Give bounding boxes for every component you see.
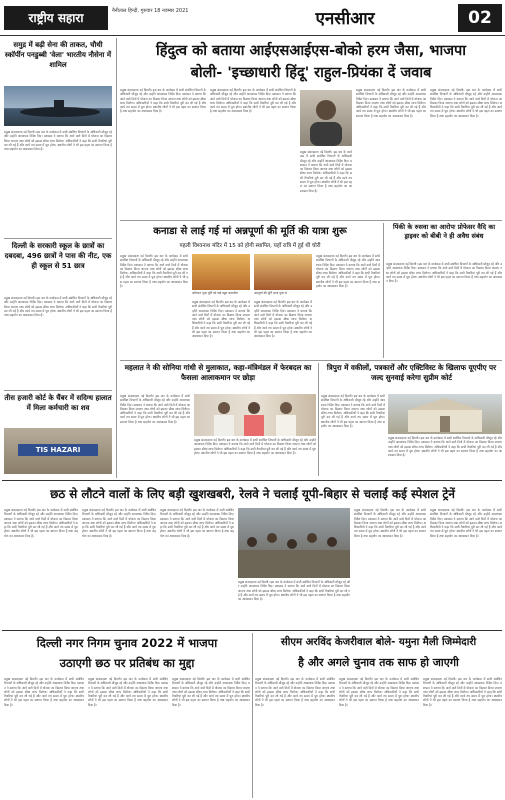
lead-body-col5: प्रमुख संवाददाता नई दिल्ली। इस बार के कार्यक्रम में सभी संबंधित विभागों के अधिकारी मौजूद रहे और उन्होंने आवश्यक निर्देश दिए। प्रशासन ने बताया कि आने वाले दिनों में योजना का विस्तार किया जाएगा तथा लोगों को इसका सीधा लाभ मिलेगा। अधिकारियों ने कहा कि सभी तैयारियां पूरी कर ली गई हैं और कार्य तय समय में पूरा होगा। स्थानीय लोगों ने भी इस पहल का स्वागत किया है तथा सहयोग का आश्वासन दिया है। xyxy=(430,88,502,118)
column-rule xyxy=(383,223,384,358)
lead-body-col4: प्रमुख संवाददाता नई दिल्ली। इस बार के कार्यक्रम में सभी संबंधित विभागों के अधिकारी मौजूद रहे और उन्होंने आवश्यक निर्देश दिए। प्रशासन ने बताया कि आने वाले दिनों में योजना का विस्तार किया जाएगा तथा लोगों को इसका सीधा लाभ मिलेगा। अधिकारियों ने कहा कि सभी तैयारियां पूरी कर ली गई हैं और कार्य तय समय में पूरा होगा। स्थानीय लोगों ने भी इस पहल का स्वागत किया है तथा सहयोग का आश्वासन दिया है। xyxy=(356,88,426,118)
kanada-body-right: प्रमुख संवाददाता नई दिल्ली। इस बार के कार्यक्रम में सभी संबंधित विभागों के अधिकारी मौजूद रहे और उन्होंने आवश्यक निर्देश दिए। प्रशासन ने बताया कि आने वाले दिनों में योजना का विस्तार किया जाएगा तथा लोगों को इसका सीधा लाभ मिलेगा। अधिकारियों ने कहा कि सभी तैयारियां पूरी कर ली गई हैं और कार्य तय समय में पूरा होगा। स्थानीय लोगों ने भी इस पहल का स्वागत किया है तथा सहयोग का आश्वासन दिया है। xyxy=(316,254,380,289)
submarine-photo xyxy=(4,86,112,126)
divider xyxy=(4,238,112,239)
kejriwal-body-3: प्रमुख संवाददाता नई दिल्ली। इस बार के कार्यक्रम में सभी संबंधित विभागों के अधिकारी मौजूद रहे और उन्होंने आवश्यक निर्देश दिए। प्रशासन ने बताया कि आने वाले दिनों में योजना का विस्तार किया जाएगा तथा लोगों को इसका सीधा लाभ मिलेगा। अधिकारियों ने कहा कि सभी तैयारियां पूरी कर ली गई हैं और कार्य तय समय में पूरा होगा। स्थानीय लोगों ने भी इस पहल का स्वागत किया है तथा सहयोग का आश्वासन दिया है। xyxy=(423,677,502,707)
pinky-headline: पिंकी के रुसवा का आरोपः प्रोफेसर वैदि का ड्राइवर को बीबी ने ही अवैध संबंध xyxy=(393,223,495,240)
left-column xyxy=(2,38,114,478)
court-building xyxy=(388,394,502,434)
idol-caption-1: अविनाश पूजा मूर्ति को बाढ़े बहुत सम्मानित xyxy=(192,291,238,295)
masthead-logo: राष्ट्रीय सहारा xyxy=(4,6,108,30)
page-number: 02 xyxy=(458,4,502,32)
idol-caption-2: अन्नपूर्णा की मूर्ति आज पूजा से xyxy=(254,291,287,295)
story-vela-headline: समुद्र में बढ़ी सेना की ताकत, चौथी स्कॉर्पीन पनडुब्बी 'वेला' भारतीय नौसेना में शामिल xyxy=(4,41,112,69)
rail-body-2: प्रमुख संवाददाता नई दिल्ली। इस बार के कार्यक्रम में सभी संबंधित विभागों के अधिकारी मौजूद रहे और उन्होंने आवश्यक निर्देश दिए। प्रशासन ने बताया कि आने वाले दिनों में योजना का विस्तार किया जाएगा तथा लोगों को इसका सीधा लाभ मिलेगा। अधिकारियों ने कहा कि सभी तैयारियां पूरी कर ली गई हैं और कार्य तय समय में पूरा होगा। स्थानीय लोगों ने भी इस पहल का स्वागत किया है तथा सहयोग का आश्वासन दिया है। xyxy=(82,508,156,538)
kanada-body-mid: प्रमुख संवाददाता नई दिल्ली। इस बार के कार्यक्रम में सभी संबंधित विभागों के अधिकारी मौजूद रहे और उन्होंने आवश्यक निर्देश दिए। प्रशासन ने बताया कि आने वाले दिनों में योजना का विस्तार किया जाएगा तथा लोगों को इसका सीधा लाभ मिलेगा। अधिकारियों ने कहा कि सभी तैयारियां पूरी कर ली गई हैं और कार्य तय समय में पूरा होगा। स्थानीय लोगों ने भी इस पहल का स्वागत किया है तथा सहयोग का आश्वासन दिया है। xyxy=(192,300,250,339)
idol-photo-1 xyxy=(192,254,250,290)
masthead xyxy=(0,0,505,36)
kejriwal-headline-line2: है और अगले चुनाव तक साफ हो जाएगी xyxy=(298,656,459,669)
section-name: एनसीआर xyxy=(315,9,375,29)
rail-body-6: प्रमुख संवाददाता नई दिल्ली। इस बार के कार्यक्रम में सभी संबंधित विभागों के अधिकारी मौजूद रहे और उन्होंने आवश्यक निर्देश दिए। प्रशासन ने बताया कि आने वाले दिनों में योजना का विस्तार किया जाएगा तथा लोगों को इसका सीधा लाभ मिलेगा। अधिकारियों ने कहा कि सभी तैयारियां पूरी कर ली गई हैं और कार्य तय समय में पूरा होगा। स्थानीय लोगों ने भी इस पहल का स्वागत किया है तथा सहयोग का आश्वासन दिया है। xyxy=(430,508,502,538)
crowd-figures xyxy=(238,508,350,578)
story-neet-body: प्रमुख संवाददाता नई दिल्ली। इस बार के कार्यक्रम में सभी संबंधित विभागों के अधिकारी मौजूद रहे और उन्होंने आवश्यक निर्देश दिए। प्रशासन ने बताया कि आने वाले दिनों में योजना का विस्तार किया जाएगा तथा लोगों को इसका सीधा लाभ मिलेगा। अधिकारियों ने कहा कि सभी तैयारियां पूरी कर ली गई हैं और कार्य तय समय में पूरा होगा। स्थानीय लोगों ने भी इस पहल का स्वागत किया है तथा सहयोग का आश्वासन दिया है। xyxy=(4,296,112,318)
court-photo xyxy=(4,428,112,474)
lead-body-col2: प्रमुख संवाददाता नई दिल्ली। इस बार के कार्यक्रम में सभी संबंधित विभागों के अधिकारी मौजूद रहे और उन्होंने आवश्यक निर्देश दिए। प्रशासन ने बताया कि आने वाले दिनों में योजना का विस्तार किया जाएगा तथा लोगों को इसका सीधा लाभ मिलेगा। अधिकारियों ने कहा कि सभी तैयारियां पूरी कर ली गई हैं और कार्य तय समय में पूरा होगा। स्थानीय लोगों ने भी इस पहल का स्वागत किया है तथा सहयोग का आश्वासन दिया है। xyxy=(210,88,296,114)
kanada-subheadline: पहली विश्वनाथ मंदिर में 15 को होगी स्थापित, यहाँ रात्रि में हुई थी चोरी xyxy=(179,243,321,249)
sonia-body-left: प्रमुख संवाददाता नई दिल्ली। इस बार के कार्यक्रम में सभी संबंधित विभागों के अधिकारी मौजूद रहे और उन्होंने आवश्यक निर्देश दिए। प्रशासन ने बताया कि आने वाले दिनों में योजना का विस्तार किया जाएगा तथा लोगों को इसका सीधा लाभ मिलेगा। अधिकारियों ने कहा कि सभी तैयारियां पूरी कर ली गई हैं और कार्य तय समय में पूरा होगा। स्थानीय लोगों ने भी इस पहल का स्वागत किया है तथा सहयोग का आश्वासन दिया है। xyxy=(120,394,190,424)
idol-photo-2 xyxy=(254,254,312,290)
rail-body-1: प्रमुख संवाददाता नई दिल्ली। इस बार के कार्यक्रम में सभी संबंधित विभागों के अधिकारी मौजूद रहे और उन्होंने आवश्यक निर्देश दिए। प्रशासन ने बताया कि आने वाले दिनों में योजना का विस्तार किया जाएगा तथा लोगों को इसका सीधा लाभ मिलेगा। अधिकारियों ने कहा कि सभी तैयारियां पूरी कर ली गई हैं और कार्य तय समय में पूरा होगा। स्थानीय लोगों ने भी इस पहल का स्वागत किया है तथा सहयोग का आश्वासन दिया है। xyxy=(4,508,78,538)
column-rule xyxy=(116,38,117,478)
lead-photo-politician xyxy=(300,90,352,146)
tripura-body-right: प्रमुख संवाददाता नई दिल्ली। इस बार के कार्यक्रम में सभी संबंधित विभागों के अधिकारी मौजूद रहे और उन्होंने आवश्यक निर्देश दिए। प्रशासन ने बताया कि आने वाले दिनों में योजना का विस्तार किया जाएगा तथा लोगों को इसका सीधा लाभ मिलेगा। अधिकारियों ने कहा कि सभी तैयारियां पूरी कर ली गई हैं और कार्य तय समय में पूरा होगा। स्थानीय लोगों ने भी इस पहल का स्वागत किया है तथा सहयोग का आश्वासन दिया है। xyxy=(388,436,502,458)
lead-headline-line2: बोली- 'इच्छाधारी हिंदू' राहुल-प्रियंका दें जवाब xyxy=(190,65,432,81)
divider xyxy=(2,480,502,481)
meeting-figures xyxy=(194,394,316,436)
sonia-headline: महलात ने की सोनिया गांधी से मुलाकात, कहा-मंत्रिमंडल में फेरबदल का फैसला आलाकमान पर छोड़ा xyxy=(124,363,312,382)
supreme-court-photo xyxy=(388,394,502,434)
lead-headline-line1: हिंदुत्व को बताया आईएसआईएस-बोको हरम जैसा, भाजपा xyxy=(156,43,466,59)
tripura-headline: त्रिपुरा में वकीलों, पत्रकारों और एक्टिविस्ट के खिलाफ यूएपीए पर जल्द सुनवाई करेगा सुप्रीम कोर्ट xyxy=(326,363,497,382)
kejriwal-headline-line1: सीएम अरविंद केजरीवाल बोले- यमुना मैली जिम्मेदारी xyxy=(280,637,477,648)
sonia-photo xyxy=(194,394,316,436)
divider xyxy=(120,220,502,221)
masthead-rule xyxy=(0,35,505,36)
lead-body-col3: प्रमुख संवाददाता नई दिल्ली। इस बार के कार्यक्रम में सभी संबंधित विभागों के अधिकारी मौजूद रहे और उन्होंने आवश्यक निर्देश दिए। प्रशासन ने बताया कि आने वाले दिनों में योजना का विस्तार किया जाएगा तथा लोगों को इसका सीधा लाभ मिलेगा। अधिकारियों ने कहा कि सभी तैयारियां पूरी कर ली गई हैं और कार्य तय समय में पूरा होगा। स्थानीय लोगों ने भी इस पहल का स्वागत किया है तथा सहयोग का आश्वासन दिया है। xyxy=(300,150,352,193)
person-silhouette xyxy=(300,90,352,146)
mcd-body-2: प्रमुख संवाददाता नई दिल्ली। इस बार के कार्यक्रम में सभी संबंधित विभागों के अधिकारी मौजूद रहे और उन्होंने आवश्यक निर्देश दिए। प्रशासन ने बताया कि आने वाले दिनों में योजना का विस्तार किया जाएगा तथा लोगों को इसका सीधा लाभ मिलेगा। अधिकारियों ने कहा कि सभी तैयारियां पूरी कर ली गई हैं और कार्य तय समय में पूरा होगा। स्थानीय लोगों ने भी इस पहल का स्वागत किया है तथा सहयोग का आश्वासन दिया है। xyxy=(88,677,168,707)
story-vela-body: प्रमुख संवाददाता नई दिल्ली। इस बार के कार्यक्रम में सभी संबंधित विभागों के अधिकारी मौजूद रहे और उन्होंने आवश्यक निर्देश दिए। प्रशासन ने बताया कि आने वाले दिनों में योजना का विस्तार किया जाएगा तथा लोगों को इसका सीधा लाभ मिलेगा। अधिकारियों ने कहा कि सभी तैयारियां पूरी कर ली गई हैं और कार्य तय समय में पूरा होगा। स्थानीय लोगों ने भी इस पहल का स्वागत किया है तथा सहयोग का आश्वासन दिया है। xyxy=(4,130,112,152)
pinky-body: प्रमुख संवाददाता नई दिल्ली। इस बार के कार्यक्रम में सभी संबंधित विभागों के अधिकारी मौजूद रहे और उन्होंने आवश्यक निर्देश दिए। प्रशासन ने बताया कि आने वाले दिनों में योजना का विस्तार किया जाएगा तथा लोगों को इसका सीधा लाभ मिलेगा। अधिकारियों ने कहा कि सभी तैयारियां पूरी कर ली गई हैं और कार्य तय समय में पूरा होगा। स्थानीय लोगों ने भी इस पहल का स्वागत किया है तथा सहयोग का आश्वासन दिया है। xyxy=(386,262,502,284)
kejriwal-body-2: प्रमुख संवाददाता नई दिल्ली। इस बार के कार्यक्रम में सभी संबंधित विभागों के अधिकारी मौजूद रहे और उन्होंने आवश्यक निर्देश दिए। प्रशासन ने बताया कि आने वाले दिनों में योजना का विस्तार किया जाएगा तथा लोगों को इसका सीधा लाभ मिलेगा। अधिकारियों ने कहा कि सभी तैयारियां पूरी कर ली गई हैं और कार्य तय समय में पूरा होगा। स्थानीय लोगों ने भी इस पहल का स्वागत किया है तथा सहयोग का आश्वासन दिया है। xyxy=(339,677,419,707)
divider xyxy=(4,390,112,391)
kejriwal-body-1: प्रमुख संवाददाता नई दिल्ली। इस बार के कार्यक्रम में सभी संबंधित विभागों के अधिकारी मौजूद रहे और उन्होंने आवश्यक निर्देश दिए। प्रशासन ने बताया कि आने वाले दिनों में योजना का विस्तार किया जाएगा तथा लोगों को इसका सीधा लाभ मिलेगा। अधिकारियों ने कहा कि सभी तैयारियां पूरी कर ली गई हैं और कार्य तय समय में पूरा होगा। स्थानीय लोगों ने भी इस पहल का स्वागत किया है तथा सहयोग का आश्वासन दिया है। xyxy=(255,677,335,707)
kanada-body-mid2: प्रमुख संवाददाता नई दिल्ली। इस बार के कार्यक्रम में सभी संबंधित विभागों के अधिकारी मौजूद रहे और उन्होंने आवश्यक निर्देश दिए। प्रशासन ने बताया कि आने वाले दिनों में योजना का विस्तार किया जाएगा तथा लोगों को इसका सीधा लाभ मिलेगा। अधिकारियों ने कहा कि सभी तैयारियां पूरी कर ली गई हैं और कार्य तय समय में पूरा होगा। स्थानीय लोगों ने भी इस पहल का स्वागत किया है तथा सहयोग का आश्वासन दिया है। xyxy=(254,300,312,339)
crowd-photo xyxy=(238,508,350,578)
mcd-body-3: प्रमुख संवाददाता नई दिल्ली। इस बार के कार्यक्रम में सभी संबंधित विभागों के अधिकारी मौजूद रहे और उन्होंने आवश्यक निर्देश दिए। प्रशासन ने बताया कि आने वाले दिनों में योजना का विस्तार किया जाएगा तथा लोगों को इसका सीधा लाभ मिलेगा। अधिकारियों ने कहा कि सभी तैयारियां पूरी कर ली गई हैं और कार्य तय समय में पूरा होगा। स्थानीय लोगों ने भी इस पहल का स्वागत किया है तथा सहयोग का आश्वासन दिया है। xyxy=(172,677,250,707)
court-sign: TIS HAZARI xyxy=(18,444,98,456)
lead-body-col1: प्रमुख संवाददाता नई दिल्ली। इस बार के कार्यक्रम में सभी संबंधित विभागों के अधिकारी मौजूद रहे और उन्होंने आवश्यक निर्देश दिए। प्रशासन ने बताया कि आने वाले दिनों में योजना का विस्तार किया जाएगा तथा लोगों को इसका सीधा लाभ मिलेगा। अधिकारियों ने कहा कि सभी तैयारियां पूरी कर ली गई हैं और कार्य तय समय में पूरा होगा। स्थानीय लोगों ने भी इस पहल का स्वागत किया है तथा सहयोग का आश्वासन दिया है। xyxy=(120,88,206,114)
submarine-shape xyxy=(4,86,112,126)
divider xyxy=(120,360,502,361)
rail-body-4: प्रमुख संवाददाता नई दिल्ली। इस बार के कार्यक्रम में सभी संबंधित विभागों के अधिकारी मौजूद रहे और उन्होंने आवश्यक निर्देश दिए। प्रशासन ने बताया कि आने वाले दिनों में योजना का विस्तार किया जाएगा तथा लोगों को इसका सीधा लाभ मिलेगा। अधिकारियों ने कहा कि सभी तैयारियां पूरी कर ली गई हैं और कार्य तय समय में पूरा होगा। स्थानीय लोगों ने भी इस पहल का स्वागत किया है तथा सहयोग का आश्वासन दिया है। xyxy=(238,580,350,602)
rail-body-5: प्रमुख संवाददाता नई दिल्ली। इस बार के कार्यक्रम में सभी संबंधित विभागों के अधिकारी मौजूद रहे और उन्होंने आवश्यक निर्देश दिए। प्रशासन ने बताया कि आने वाले दिनों में योजना का विस्तार किया जाएगा तथा लोगों को इसका सीधा लाभ मिलेगा। अधिकारियों ने कहा कि सभी तैयारियां पूरी कर ली गई हैं और कार्य तय समय में पूरा होगा। स्थानीय लोगों ने भी इस पहल का स्वागत किया है तथा सहयोग का आश्वासन दिया है। xyxy=(354,508,426,538)
divider xyxy=(2,630,502,631)
story-court-headline: तीस हजारी कोर्ट के चैंबर में सदिग्ध हालात में मिला कर्मचारी का शव xyxy=(4,394,112,412)
mcd-headline-line2: उठाएगी छठ पर प्रतिबंध का मुद्दा xyxy=(59,656,195,670)
rail-headline: छठ से लौटने वालों के लिए बड़ी खुशखबरी, रेलवे ने चलाईं यूपी-बिहार से चलाईं कई स्पेशल ट्रेनें xyxy=(50,487,455,501)
story-neet-headline: दिल्ली के सरकारी स्कूल के छात्रों का दबदबा, 496 छात्रों ने पास की नीट, एक ही स्कूल से 51 छात्र xyxy=(4,242,112,270)
rail-body-3: प्रमुख संवाददाता नई दिल्ली। इस बार के कार्यक्रम में सभी संबंधित विभागों के अधिकारी मौजूद रहे और उन्होंने आवश्यक निर्देश दिए। प्रशासन ने बताया कि आने वाले दिनों में योजना का विस्तार किया जाएगा तथा लोगों को इसका सीधा लाभ मिलेगा। अधिकारियों ने कहा कि सभी तैयारियां पूरी कर ली गई हैं और कार्य तय समय में पूरा होगा। स्थानीय लोगों ने भी इस पहल का स्वागत किया है तथा सहयोग का आश्वासन दिया है। xyxy=(160,508,234,538)
kanada-headline: कनाडा से लाई गई मां अन्नपूर्णा की मूर्ति की यात्रा शुरू xyxy=(153,226,347,237)
tripura-body-left: प्रमुख संवाददाता नई दिल्ली। इस बार के कार्यक्रम में सभी संबंधित विभागों के अधिकारी मौजूद रहे और उन्होंने आवश्यक निर्देश दिए। प्रशासन ने बताया कि आने वाले दिनों में योजना का विस्तार किया जाएगा तथा लोगों को इसका सीधा लाभ मिलेगा। अधिकारियों ने कहा कि सभी तैयारियां पूरी कर ली गई हैं और कार्य तय समय में पूरा होगा। स्थानीय लोगों ने भी इस पहल का स्वागत किया है तथा सहयोग का आश्वासन दिया है। xyxy=(321,394,385,429)
kanada-body-left: प्रमुख संवाददाता नई दिल्ली। इस बार के कार्यक्रम में सभी संबंधित विभागों के अधिकारी मौजूद रहे और उन्होंने आवश्यक निर्देश दिए। प्रशासन ने बताया कि आने वाले दिनों में योजना का विस्तार किया जाएगा तथा लोगों को इसका सीधा लाभ मिलेगा। अधिकारियों ने कहा कि सभी तैयारियां पूरी कर ली गई हैं और कार्य तय समय में पूरा होगा। स्थानीय लोगों ने भी इस पहल का स्वागत किया है तथा सहयोग का आश्वासन दिया है। xyxy=(120,254,188,289)
column-rule xyxy=(318,363,319,476)
sonia-body-right: प्रमुख संवाददाता नई दिल्ली। इस बार के कार्यक्रम में सभी संबंधित विभागों के अधिकारी मौजूद रहे और उन्होंने आवश्यक निर्देश दिए। प्रशासन ने बताया कि आने वाले दिनों में योजना का विस्तार किया जाएगा तथा लोगों को इसका सीधा लाभ मिलेगा। अधिकारियों ने कहा कि सभी तैयारियां पूरी कर ली गई हैं और कार्य तय समय में पूरा होगा। स्थानीय लोगों ने भी इस पहल का स्वागत किया है तथा सहयोग का आश्वासन दिया है। xyxy=(194,438,316,455)
mcd-body-1: प्रमुख संवाददाता नई दिल्ली। इस बार के कार्यक्रम में सभी संबंधित विभागों के अधिकारी मौजूद रहे और उन्होंने आवश्यक निर्देश दिए। प्रशासन ने बताया कि आने वाले दिनों में योजना का विस्तार किया जाएगा तथा लोगों को इसका सीधा लाभ मिलेगा। अधिकारियों ने कहा कि सभी तैयारियां पूरी कर ली गई हैं और कार्य तय समय में पूरा होगा। स्थानीय लोगों ने भी इस पहल का स्वागत किया है तथा सहयोग का आश्वासन दिया है। xyxy=(4,677,84,707)
column-rule xyxy=(252,633,253,798)
mcd-headline-line1: दिल्ली नगर निगम चुनाव 2022 में भाजपा xyxy=(36,636,218,650)
edition-info: नैनीताल हिन्दी, गुरुवार 18 नवम्बर 2021 xyxy=(112,8,189,14)
